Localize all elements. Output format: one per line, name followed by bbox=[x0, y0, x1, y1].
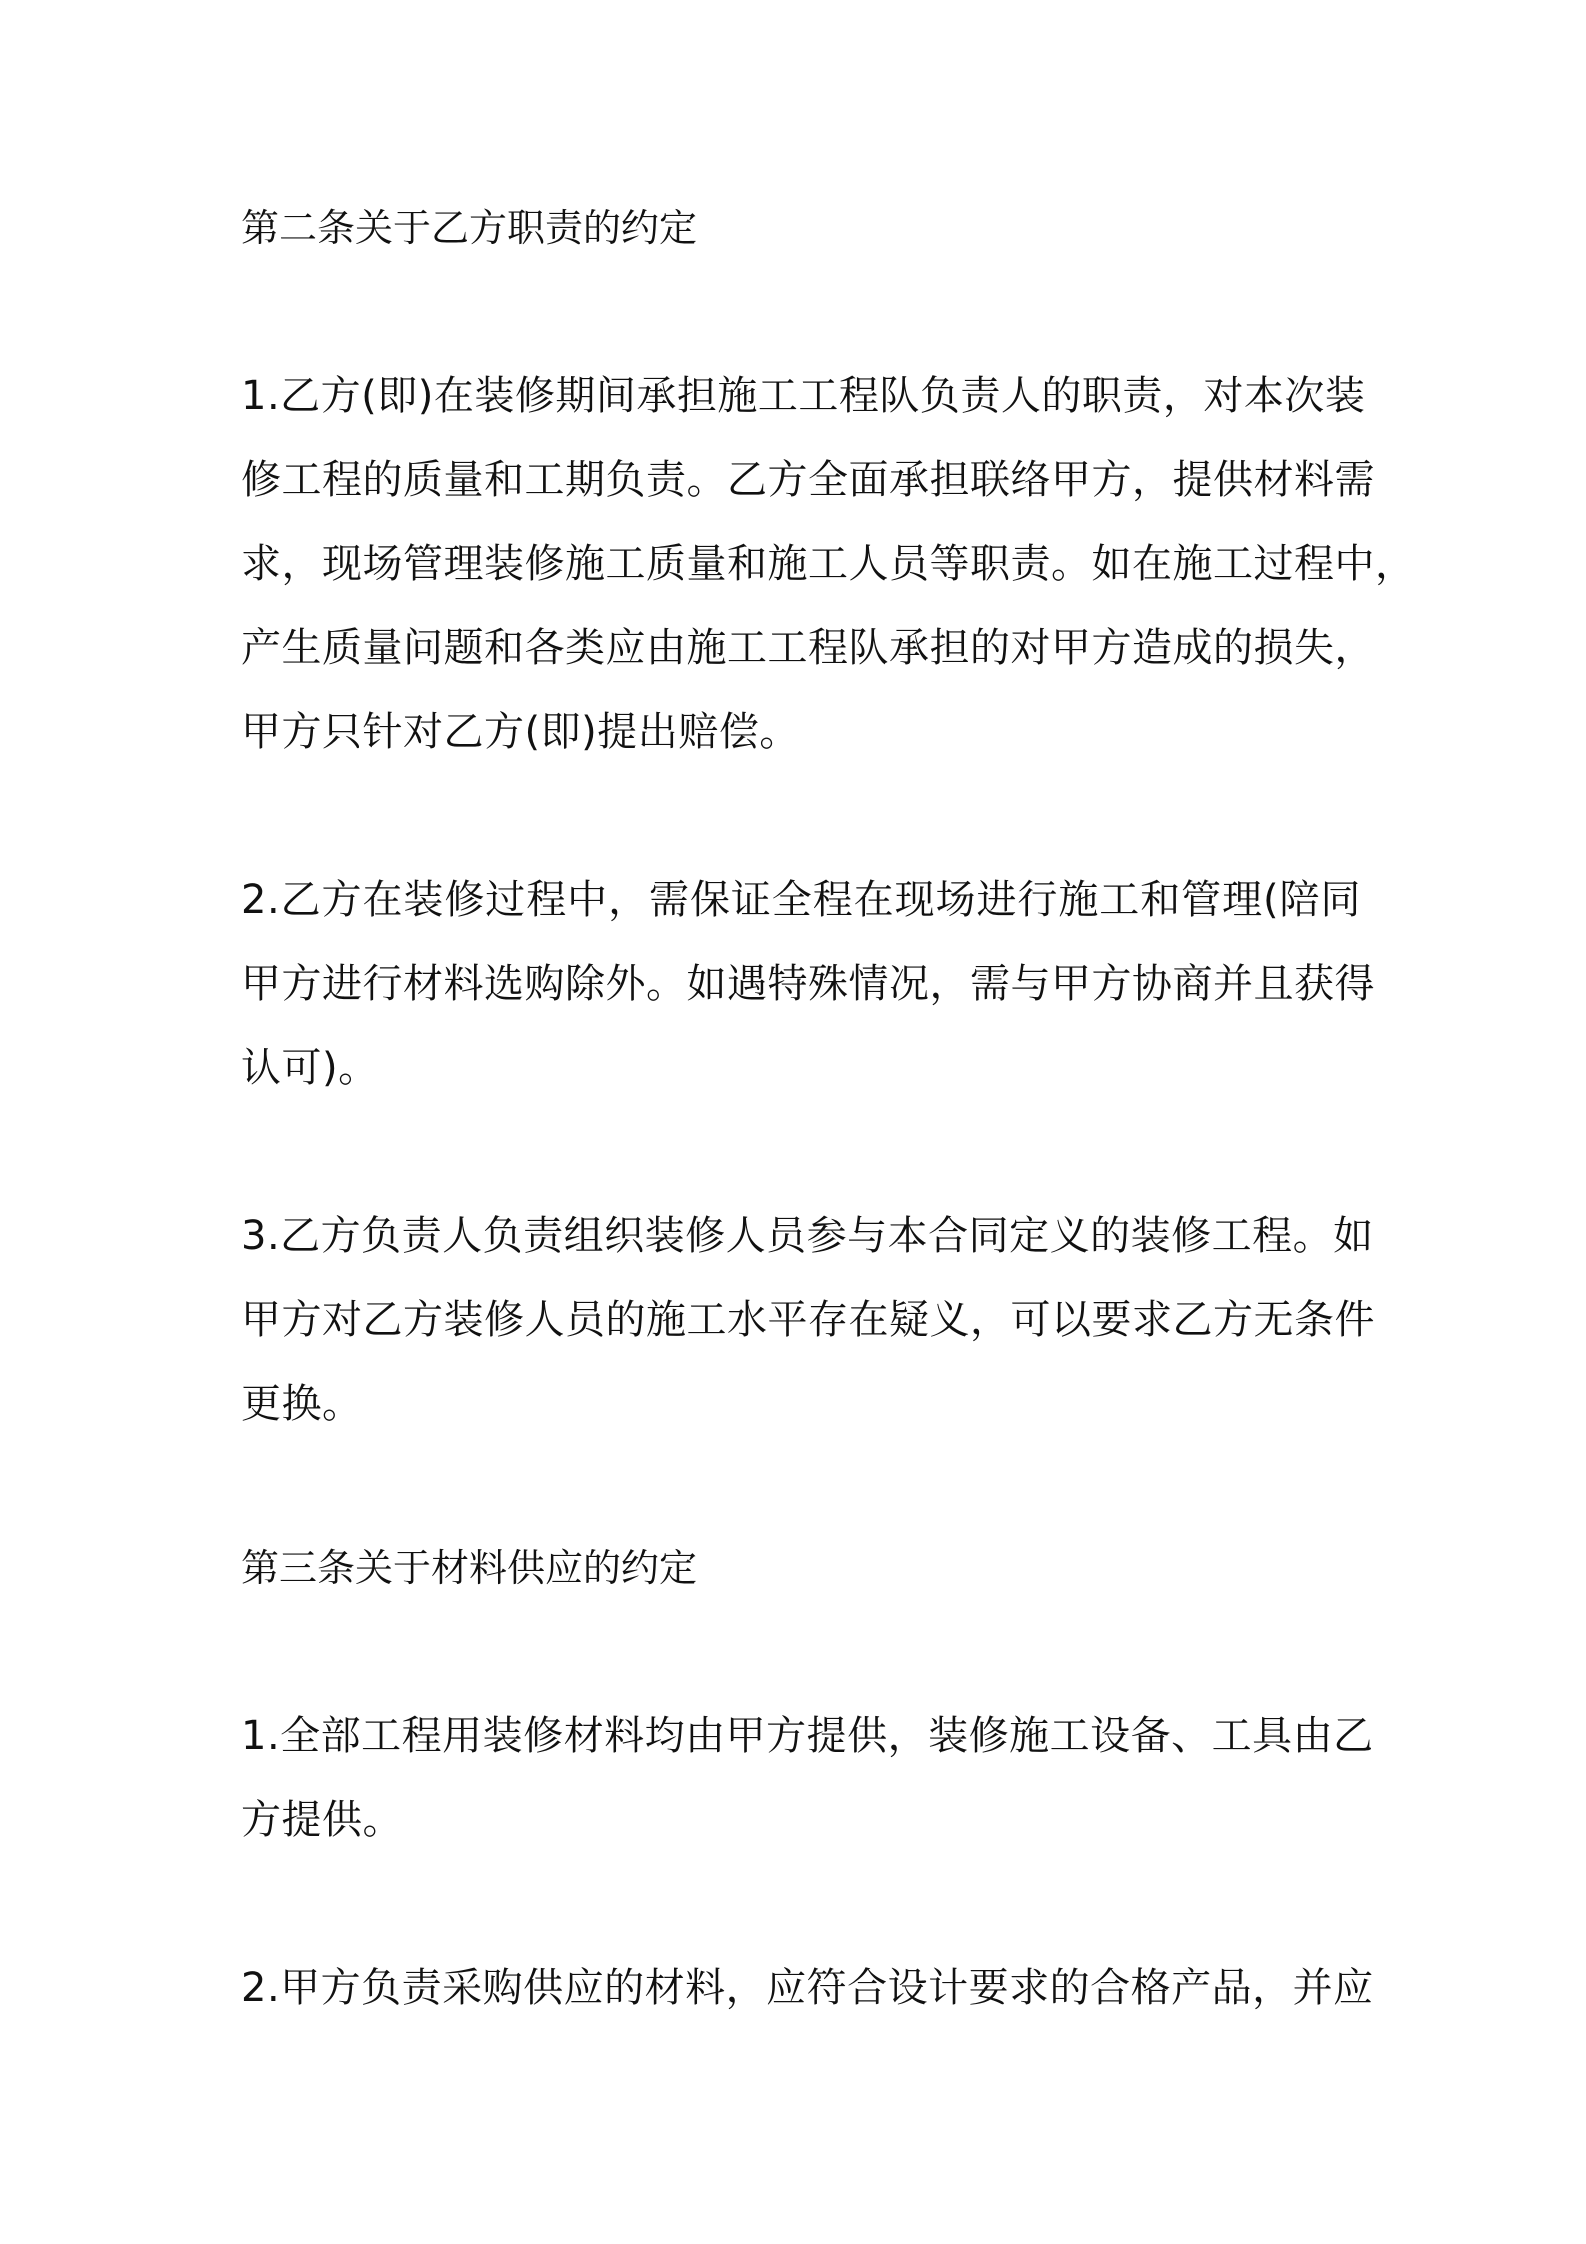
paragraph-line: 1.全部工程用装修材料均由甲方提供，装修施工设备、工具由乙 bbox=[241, 1713, 1374, 1759]
article-2-paragraph-1 bbox=[241, 354, 1416, 774]
article-2-paragraph-2 bbox=[241, 858, 1375, 1110]
paragraph-line: 更换。 bbox=[241, 1381, 363, 1427]
paragraph-line: 2.甲方负责采购供应的材料，应符合设计要求的合格产品，并应 bbox=[241, 1965, 1374, 2011]
article-3-paragraph-1 bbox=[241, 1694, 1374, 1862]
article-2-paragraph-3 bbox=[241, 1194, 1375, 1446]
paragraph-line: 3.乙方负责人负责组织装修人员参与本合同定义的装修工程。如 bbox=[241, 1213, 1374, 1259]
paragraph-line: 产生质量问题和各类应由施工工程队承担的对甲方造成的损失， bbox=[241, 625, 1375, 671]
paragraph-line: 甲方只针对乙方(即)提出赔偿。 bbox=[241, 709, 800, 755]
paragraph-line: 修工程的质量和工期负责。乙方全面承担联络甲方，提供材料需 bbox=[241, 457, 1375, 503]
paragraph-line: 认可)。 bbox=[241, 1045, 379, 1091]
paragraph-line: 甲方进行材料选购除外。如遇特殊情况，需与甲方协商并且获得 bbox=[241, 961, 1375, 1007]
article-3-heading: 第三条关于材料供应的约定 bbox=[241, 1546, 698, 1590]
article-2-heading: 第二条关于乙方职责的约定 bbox=[241, 206, 698, 250]
paragraph-line: 2.乙方在装修过程中，需保证全程在现场进行施工和管理(陪同 bbox=[241, 877, 1361, 923]
paragraph-line: 求，现场管理装修施工质量和施工人员等职责。如在施工过程中， bbox=[241, 541, 1416, 587]
article-3-paragraph-2 bbox=[241, 1946, 1374, 2030]
paragraph-line: 甲方对乙方装修人员的施工水平存在疑义，可以要求乙方无条件 bbox=[241, 1297, 1375, 1343]
paragraph-line: 方提供。 bbox=[241, 1797, 403, 1843]
paragraph-line: 1.乙方(即)在装修期间承担施工工程队负责人的职责，对本次装 bbox=[241, 373, 1366, 419]
